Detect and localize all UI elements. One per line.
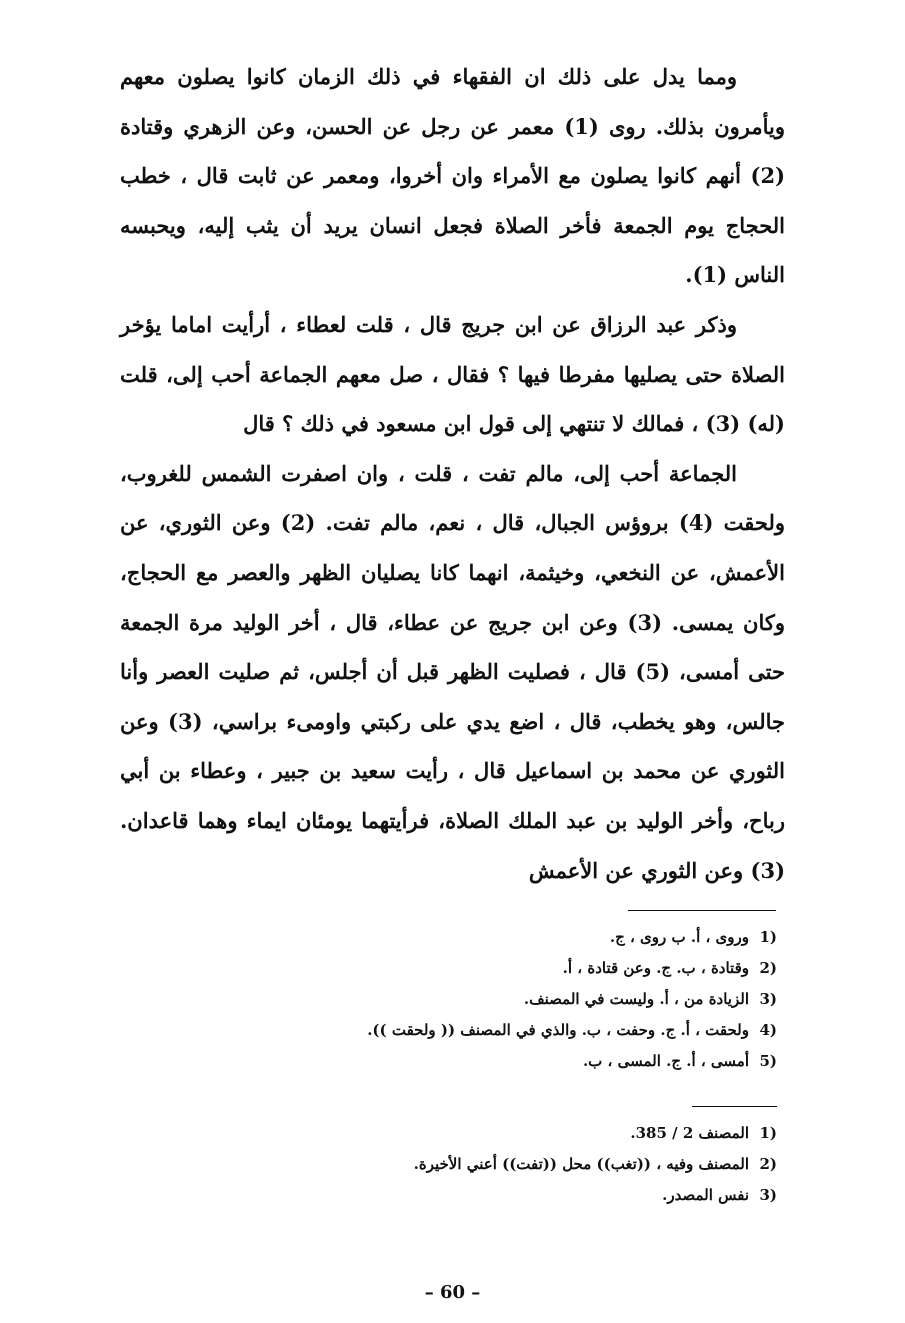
footnote-divider-1 — [628, 910, 776, 911]
footnote-item — [217, 922, 777, 953]
variant-footnotes — [217, 922, 777, 1077]
paragraph-2: وذكر عبد الرزاق عن ابن جريج قال ، قلت لعطاء ، أرأيت اماما يؤخر الصلاة حتى يصليها مفرطا فيها ؟ فقال ، صل معهم الجماعة أحب إلى، قلت (له) (3) ، فمالك لا تنتهي إلى قول ابن مسعود في ذلك ؟ قال — [120, 311, 785, 437]
footnote-text: أمسى ، أ. ج. المسى ، ب. — [582, 1052, 749, 1070]
source-footnotes — [217, 1118, 777, 1211]
footnote-item — [217, 984, 777, 1015]
footnote-text: المصنف 2 / 385. — [630, 1124, 749, 1142]
footnote-number: (3 — [759, 1186, 777, 1204]
footnote-number: (1 — [759, 928, 777, 946]
footnote-item — [217, 1046, 777, 1077]
footnote-item — [217, 1180, 777, 1211]
paragraph-3: الجماعة أحب إلى، مالم تفت ، قلت ، وان اصفرت الشمس للغروب، ولحقت (4) بروؤس الجبال، قال ، نعم، مالم تفت. (2) وعن الثوري، عن الأعمش، عن النخعي، وخيثمة، انهما كانا يصليان الظهر والعصر مع الحجاج، وكان يمسى. (3) وعن ابن جريج عن عطاء، قال ، أخر الوليد مرة الجمعة حتى أمسى، (5) قال ، فصليت الظهر قبل أن أجلس، ثم صليت العصر وأنا جالس، وهو يخطب، قال ، اضع يدي على ركبتي واومىء براسي، (3) وعن الثوري عن محمد بن اسماعيل قال ، رأيت سعيد بن جبير ، وعطاء بن أبي رباح، وأخر الوليد بن عبد الملك الصلاة، فرأيتهما يومئان ايماء وهما قاعدان. (3) وعن الثوري عن الأعمش — [120, 460, 785, 883]
footnote-item — [217, 953, 777, 984]
footnote-number: (3 — [759, 990, 777, 1008]
footnote-number: (2 — [759, 1155, 777, 1173]
footnote-text: ولحقت ، أ. ج. وحفت ، ب. والذي في المصنف (( ولحقت )). — [367, 1021, 749, 1039]
main-text — [120, 52, 785, 895]
footnote-item — [217, 1149, 777, 1180]
footnote-divider-2 — [692, 1106, 777, 1107]
footnote-item — [217, 1118, 777, 1149]
footnote-text: وروى ، أ. ب روى ، ج. — [609, 928, 749, 946]
footnote-number: (5 — [759, 1052, 777, 1070]
page-number: – 60 – — [424, 1282, 481, 1303]
footnote-number: (2 — [759, 959, 777, 977]
footnote-number: (4 — [759, 1021, 777, 1039]
footnote-item — [217, 1015, 777, 1046]
footnote-number: (1 — [759, 1124, 777, 1142]
paragraph-1: ومما يدل على ذلك ان الفقهاء في ذلك الزمان كانوا يصلون معهم ويأمرون بذلك. روى (1) معمر عن رجل عن الحسن، وعن الزهري وقتادة (2) أنهم كانوا يصلون مع الأمراء وان أخروا، ومعمر عن ثابت قال ، خطب الحجاج يوم الجمعة فأخر الصلاة فجعل انسان يريد أن يثب إليه، ويحبسه الناس (1). — [120, 64, 785, 288]
footnote-text: المصنف وفيه ، ((تغب)) محل ((تفت)) أعني الأخيرة. — [413, 1155, 749, 1173]
footnote-text: نفس المصدر. — [662, 1186, 749, 1204]
footnote-text: وقتادة ، ب. ج. وعن قتادة ، أ. — [562, 959, 749, 977]
footnote-text: الزيادة من ، أ. وليست في المصنف. — [523, 990, 749, 1008]
